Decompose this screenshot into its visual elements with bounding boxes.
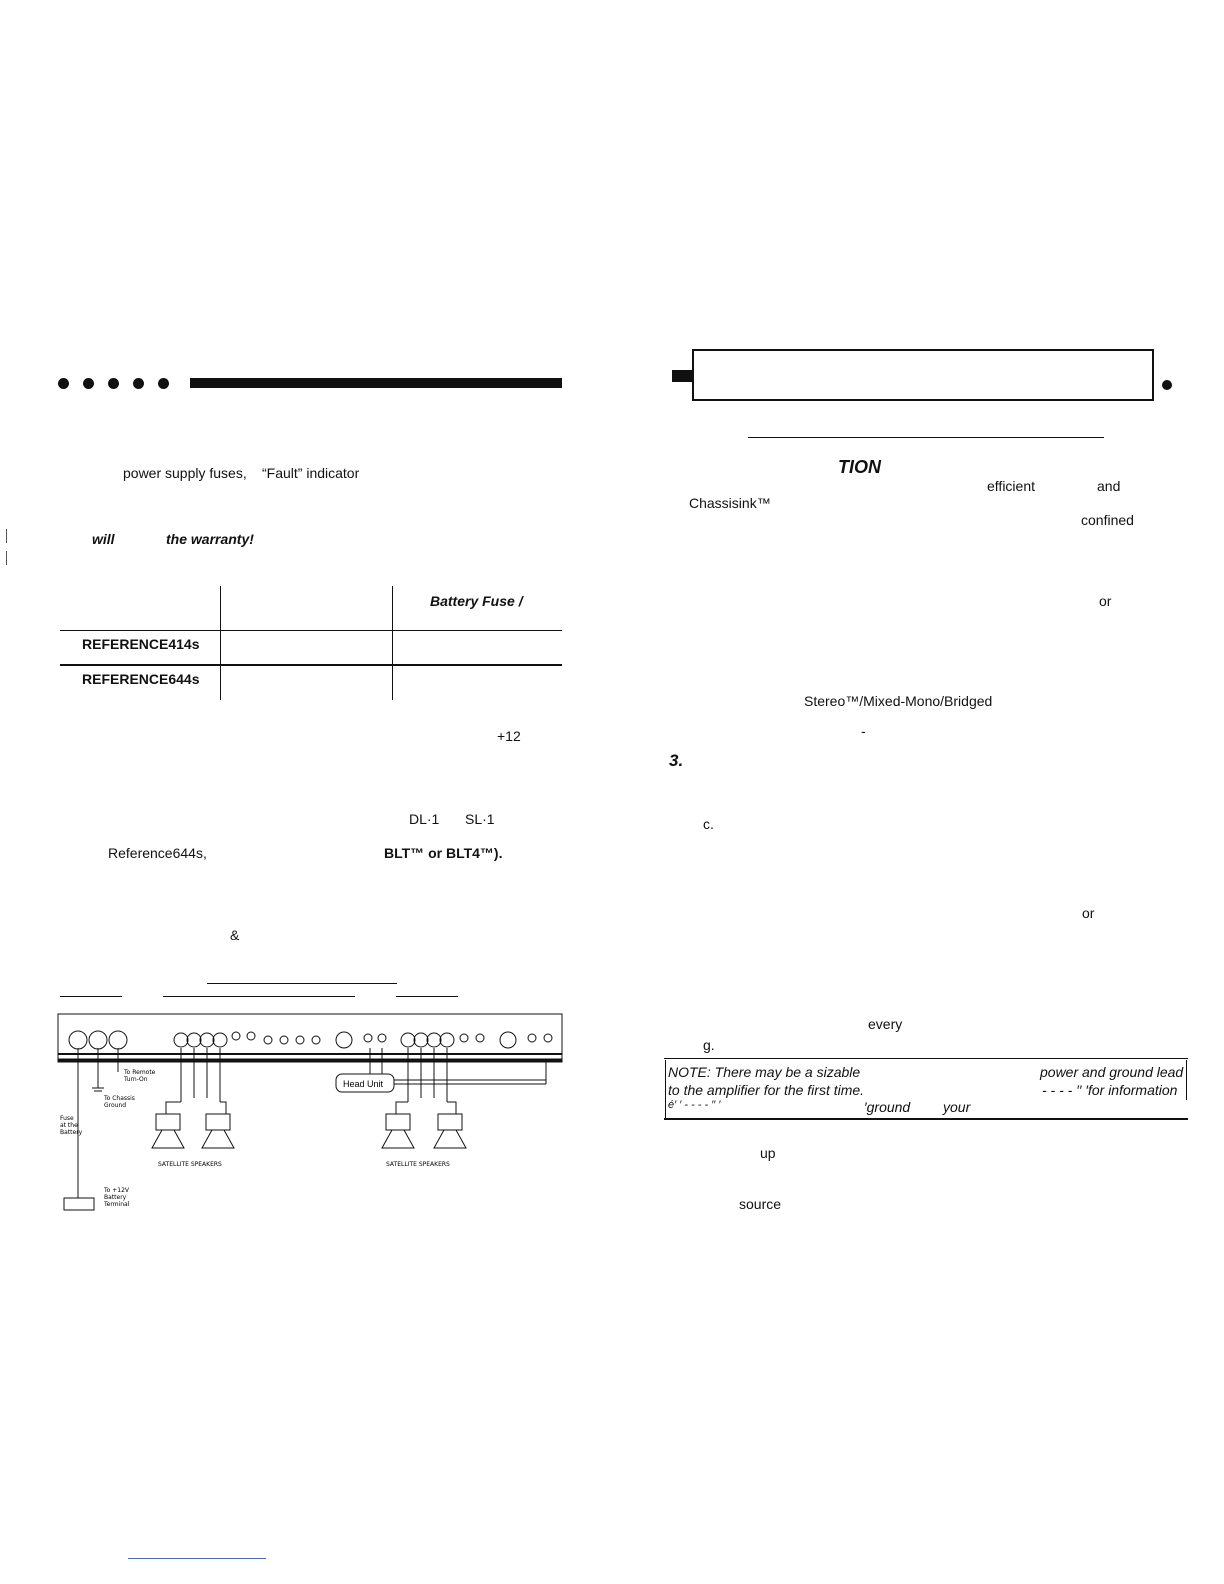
control-knobs [232, 1032, 386, 1048]
bullet-dot-icon [83, 378, 94, 389]
chassisink-text: Chassisink™ [689, 495, 771, 511]
note-bottom-rule [664, 1118, 1188, 1120]
warranty-text: the warranty! [166, 531, 254, 547]
note-top-rule [664, 1058, 1188, 1059]
speaker-icon [152, 1114, 184, 1148]
table-rule [60, 664, 562, 666]
head-unit-label: Head Unit [343, 1079, 384, 1089]
every-text: every [868, 1016, 903, 1032]
chassis-ground-label: To Chassis Ground [104, 1095, 135, 1109]
speaker-terminals-right [401, 1033, 454, 1047]
up-text: up [760, 1145, 776, 1161]
wiring-diagram [56, 1008, 566, 1218]
or-text: or [1082, 905, 1095, 921]
header-tab-mark [672, 370, 692, 382]
satellite-speakers-right-label: SATELLITE SPEAKERS [386, 1161, 450, 1168]
title-rule [748, 437, 1104, 438]
reference644s-text: Reference644s, [108, 845, 207, 861]
ampersand-text: & [230, 927, 240, 943]
bullet-dot-icon [133, 378, 144, 389]
note-left-rule [665, 1060, 666, 1118]
stereo-mode-text: Stereo™/Mixed-Mono/Bridged [804, 693, 993, 709]
footer-rule [128, 1558, 266, 1559]
bullet-dot-icon [1162, 380, 1172, 390]
blt-text: BLT™ or BLT4™). [384, 845, 503, 861]
caption-rule [60, 996, 122, 997]
fault-indicator-text: “Fault” indicator [262, 465, 360, 481]
will-text: will [92, 531, 115, 547]
tion-heading: TION [838, 457, 881, 477]
fuse-at-battery-label: Fuse at the Battery [60, 1115, 83, 1136]
step-3-number: 3. [669, 751, 684, 770]
note-right-rule [1186, 1060, 1187, 1100]
or-text: or [1099, 593, 1112, 609]
confined-text: confined [1081, 512, 1134, 528]
note-line-1a: NOTE: There may be a sizable [668, 1064, 861, 1080]
voltage-text: +12 [497, 728, 521, 744]
note-line-3b: ′ground [864, 1099, 911, 1115]
table-divider [220, 586, 221, 700]
margin-mark [6, 529, 7, 543]
caption-rule [396, 996, 458, 997]
dash-text: - [861, 723, 866, 739]
sl1-text: SL·1 [465, 811, 495, 827]
dl1-text: DL·1 [409, 811, 440, 827]
margin-mark [6, 551, 7, 565]
table-divider [392, 586, 393, 700]
note-line-2a: to the amplifier for the first time. [668, 1082, 865, 1098]
section-header-box [692, 349, 1154, 401]
satellite-speakers-left-label: SATELLITE SPEAKERS [158, 1161, 222, 1168]
speaker-terminals-left [174, 1033, 227, 1047]
note-line-3c: your [943, 1099, 971, 1115]
note-line-2b: - - - - ′′ ′for information [1042, 1082, 1178, 1098]
battery-icon [64, 1198, 94, 1210]
and-text: and [1097, 478, 1121, 494]
table-row-model: REFERENCE414s [82, 636, 200, 652]
section-header-bar [190, 378, 562, 388]
source-text: source [739, 1196, 782, 1212]
speaker-icon [202, 1114, 234, 1148]
bullet-dot-icon [158, 378, 169, 389]
bullet-dot-icon [108, 378, 119, 389]
caption-rule [207, 983, 397, 984]
efficient-text: efficient [987, 478, 1035, 494]
speaker-icon [382, 1114, 414, 1148]
note-line-1b: power and ground lead [1040, 1064, 1184, 1080]
power-supply-fuses-text: power supply fuses, [123, 465, 247, 481]
table-rule [60, 630, 562, 631]
table-row-model: REFERENCE644s [82, 671, 200, 687]
step-c-label: c. [703, 816, 714, 832]
battery-terminal-label: To +12V Battery Terminal [104, 1187, 130, 1208]
bullet-dot-icon [58, 378, 69, 389]
speaker-icon [434, 1114, 466, 1148]
caption-rule [163, 996, 355, 997]
remote-turn-on-label: To Remote Turn-On [124, 1069, 156, 1083]
step-g-label: g. [703, 1037, 715, 1053]
table-header-battery-fuse: Battery Fuse / [430, 593, 523, 609]
power-terminals [69, 1031, 127, 1049]
note-line-3a: é′ ′ - - - - ′′ ′ [668, 1099, 721, 1111]
